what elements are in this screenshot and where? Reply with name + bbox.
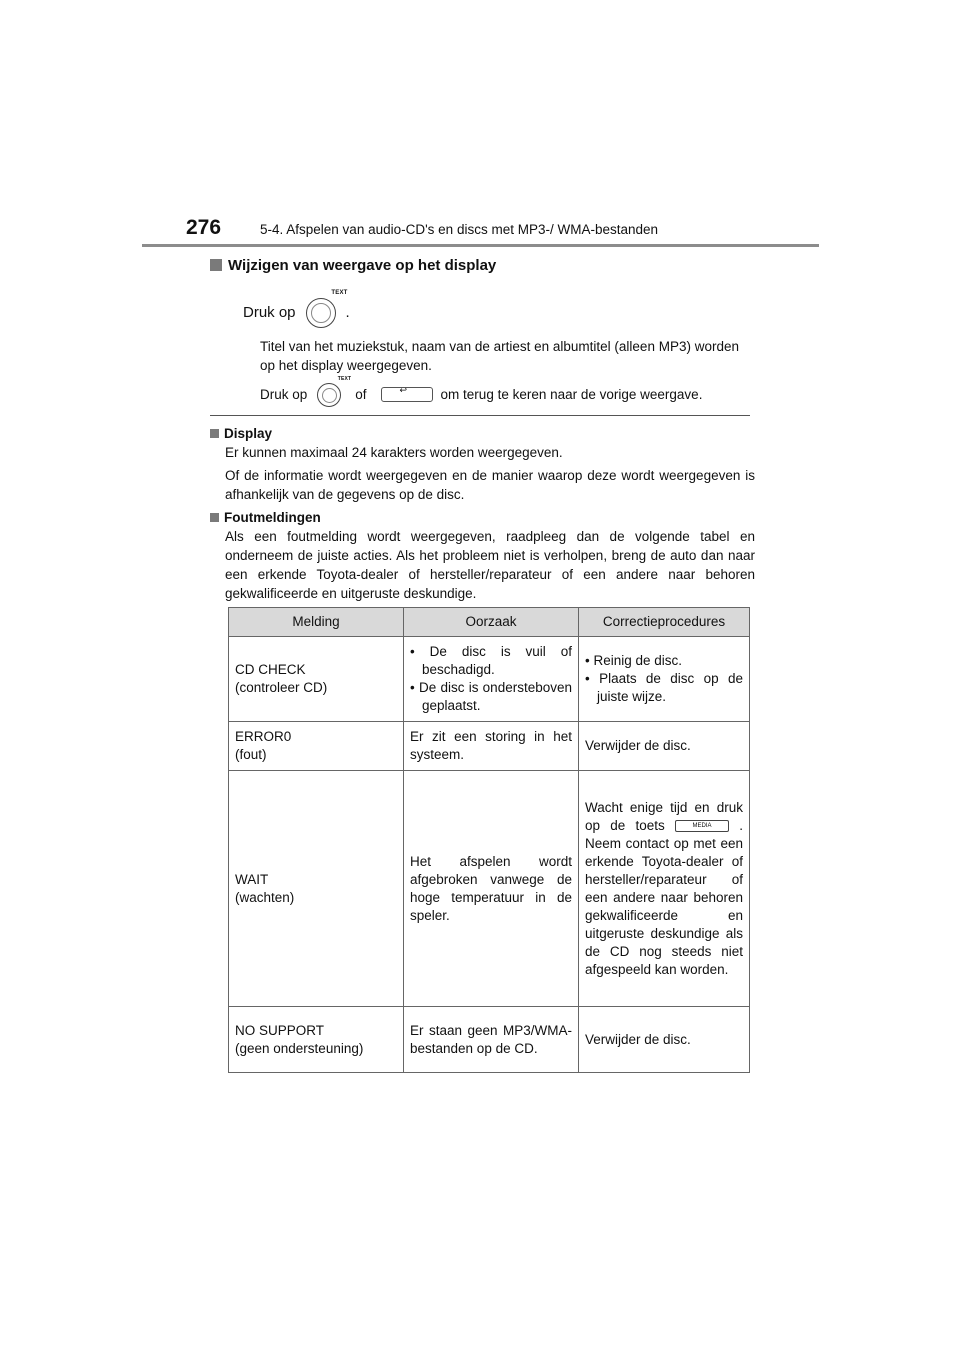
square-bullet-icon: [210, 513, 219, 522]
section-divider: [210, 415, 750, 416]
list-item: • Plaats de disc op de juiste wijze.: [585, 670, 743, 706]
instruction-line: Druk op TEXT .: [243, 293, 350, 331]
melding-cell: NO SUPPORT (geen ondersteuning): [229, 1007, 404, 1073]
correctie-cell: Verwijder de disc.: [579, 1007, 750, 1073]
subsection-heading: Wijzigen van weergave op het display: [210, 257, 496, 274]
table-row: [229, 637, 750, 722]
table-row: [229, 1007, 750, 1073]
column-header: Melding: [229, 608, 404, 637]
text-knob-icon: TEXT: [304, 294, 340, 330]
list-item: • Reinig de disc.: [585, 652, 743, 670]
square-bullet-icon: [210, 429, 219, 438]
list-item: • De disc is ondersteboven geplaatst.: [410, 679, 572, 715]
note-text: Of de informatie wordt weergegeven en de manier waarop deze wordt weergegeven is afhankelijk van de gegevens op de disc.: [225, 468, 755, 502]
list-item: • De disc is vuil of beschadigd.: [410, 643, 572, 679]
table-row: [229, 722, 750, 771]
column-header: Oorzaak: [404, 608, 579, 637]
page-number: 276: [186, 216, 222, 239]
oorzaak-cell: Er staan geen MP3/WMA-bestanden op de CD.: [404, 1007, 579, 1073]
section-title: 5-4. Afspelen van audio-CD's en discs met MP3-/ WMA-bestanden: [260, 222, 659, 237]
note-heading: Display: [210, 424, 755, 443]
note-text: Als een foutmelding wordt weergegeven, raadpleeg dan de volgende tabel en onderneem de juiste acties. Als het probleem niet is verholpen, breng de auto dan naar een erkende Toyota-dealer of hersteller/reparateur of een andere naar behoren gekwalificeerde en uitgeruste deskundige.: [225, 529, 755, 601]
text-knob-icon: TEXT: [315, 379, 345, 409]
note-text: Er kunnen maximaal 24 karakters worden weergegeven.: [225, 445, 563, 460]
oorzaak-cell: Er zit een storing in het systeem.: [404, 722, 579, 771]
error-table: [228, 607, 750, 1073]
melding-cell: ERROR0 (fout): [229, 722, 404, 771]
correctie-cell: Verwijder de disc.: [579, 722, 750, 771]
correctie-cell: Wacht enige tijd en druk op de toets MEDIA . Neem contact op met een erkende Toyota-dealer of hersteller/reparateur of een andere naar behoren gekwalificeerde en uitgeruste deskundige als de CD nog steeds niet afgespeeld kan worden.: [579, 771, 750, 1007]
return-instruction: Druk op TEXT of ↩ om terug te keren naar de vorige weergave.: [260, 381, 760, 407]
oorzaak-cell: [404, 637, 579, 722]
oorzaak-cell: Het afspelen wordt afgebroken vanwege de hoge temperatuur in de speler.: [404, 771, 579, 1007]
header-divider: [142, 244, 819, 247]
note-heading: Foutmeldingen: [210, 508, 755, 527]
correctie-cell: [579, 637, 750, 722]
note-errors: [210, 508, 755, 603]
melding-cell: WAIT (wachten): [229, 771, 404, 1007]
column-header: Correctieprocedures: [579, 608, 750, 637]
note-display: [210, 424, 755, 504]
melding-cell: CD CHECK (controleer CD): [229, 637, 404, 722]
back-button-icon: [381, 387, 433, 402]
square-bullet-icon: [210, 259, 222, 271]
result-text: Titel van het muziekstuk, naam van de artiest en albumtitel (alleen MP3) worden op het display weergegeven.: [260, 339, 739, 373]
media-button-icon: MEDIA: [675, 820, 729, 832]
table-row: [229, 771, 750, 1007]
table-header-row: [229, 608, 750, 637]
